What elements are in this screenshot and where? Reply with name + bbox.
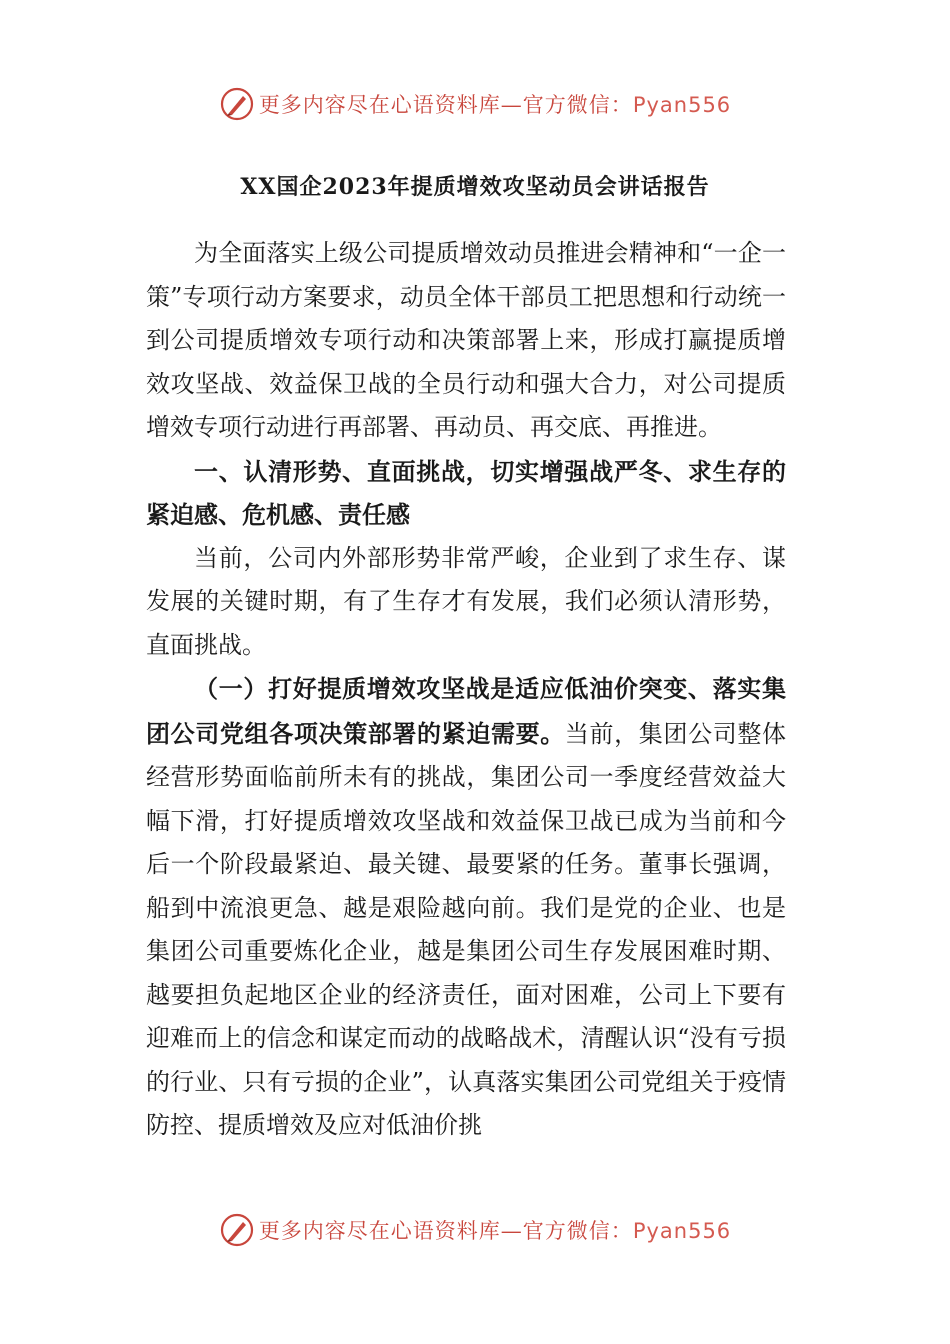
subsection-text: 当前，集团公司整体经营形势面临前所未有的挑战，集团公司一季度经营效益大幅下滑，打好提质增效攻坚战和效益保卫战已成为当前和今后一个阶段最紧迫、最关键、最要紧的任务。董事长强调，船到中流浪更急、越是艰险越向前。我们是党的企业、也是集团公司重要炼化企业，越是集团公司生存发展困难时期、越要担负起地区企业的经济责任，面对困难，公司上下要有迎难而上的信念和谋定而动的战略战术，清醒认识“没有亏损的行业、只有亏损的企业”，认真落实集团公司党组关于疫情防控、提质增效及应对低油价挑 — [146, 719, 787, 1139]
pen-logo-icon — [219, 1212, 255, 1248]
watermark-text: 更多内容尽在心语资料库—官方微信：Pyan556 — [258, 93, 732, 117]
watermark-text: 更多内容尽在心语资料库—官方微信：Pyan556 — [258, 1219, 732, 1243]
pen-logo-icon — [219, 86, 255, 122]
body-paragraph-subsection-1 — [146, 667, 786, 1148]
intro-paragraph: 为全面落实上级公司提质增效动员推进会精神和“一企一策”专项行动方案要求，动员全体干部员工把思想和行动统一到公司提质增效专项行动和决策部署上来，形成打赢提质增效攻坚战、效益保卫战的全员行动和强大合力，对公司提质增效专项行动进行再部署、再动员、再交底、再推进。 — [146, 239, 786, 441]
document-title: XX国企2023年提质增效攻坚动员会讲话报告 — [240, 174, 710, 200]
section-heading-1: 一、认清形势、直面挑战，切实增强战严冬、求生存的紧迫感、危机感、责任感 — [146, 456, 786, 529]
subsection-heading: （一）打好提质增效攻坚战是适应低油价突变、落实集团公司党组各项决策部署的紧迫需要。 — [146, 674, 786, 748]
watermark-banner-top — [0, 84, 950, 124]
document-body — [146, 232, 786, 1148]
body-paragraph-situation: 当前，公司内外部形势非常严峻，企业到了求生存、谋发展的关键时期，有了生存才有发展，我们必须认清形势，直面挑战。 — [146, 543, 786, 659]
watermark-banner-bottom — [0, 1210, 950, 1250]
